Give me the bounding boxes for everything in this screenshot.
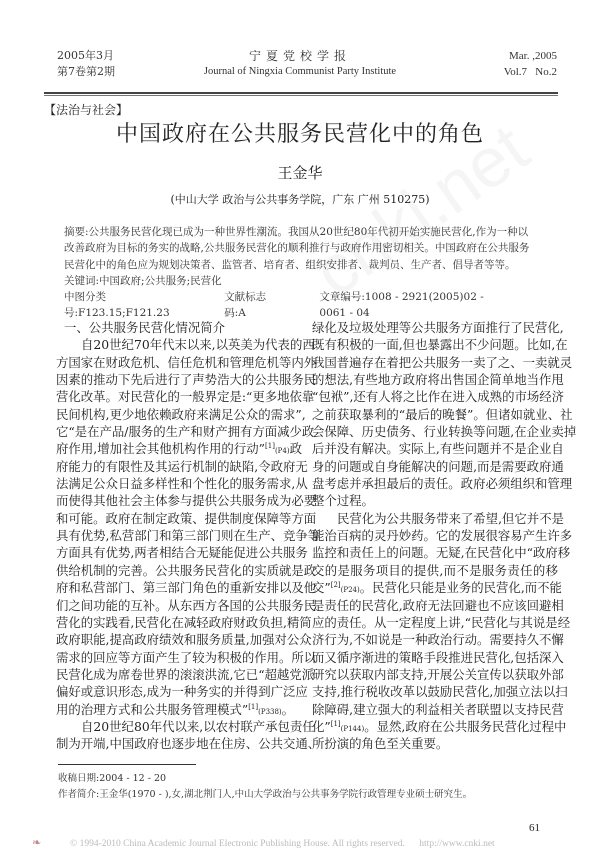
cnki-logo-icon: ❧ (32, 836, 42, 849)
line-text: 营化改革。对民营化的一般界定是:“更多地依靠 (56, 389, 315, 405)
line-text: 的想法,有些地方政府将出售国企简单地当作甩 (312, 372, 564, 388)
line-text: 既有积极的一面,但也暴露出不少问题。比如,在 (312, 337, 568, 353)
line-text: 制为开端,中国政府也逐步地在住房、公共交通、 (56, 736, 321, 752)
section-tag: 【法治与社会】 (44, 103, 129, 117)
body-line (312, 597, 564, 614)
line-text: 营化的实践看,民营化在减轻政府财政负担,精简 (56, 614, 312, 630)
line-text: 应的责任。从一定程度上讲,“民营化与其说是经 (312, 614, 571, 630)
body-line (312, 492, 558, 509)
line-text: 具有优势,私营部门和第三部门则在生产、竞争等 (56, 528, 321, 544)
body-line (56, 527, 321, 544)
author-affiliation: (中山大学 政治与公共事务学院，广东 广州 510275) (170, 193, 430, 206)
document-code: 文献标志码:A (224, 291, 267, 320)
body-line (312, 562, 558, 579)
page-number: 61 (529, 822, 540, 834)
line-text: 研究以获取内部支持,开展公关宣传以获取外部 (312, 666, 564, 682)
body-line (312, 701, 564, 718)
line-text: 们之间功能的互补。从东西方各国的公共服务民 (56, 597, 317, 613)
citation-ref: [1] (265, 442, 275, 451)
citation-page: (P24) (340, 586, 360, 595)
line-text: 政府职能,提高政府绩效和服务质量,加强对公众 (56, 632, 312, 648)
line-text: 监控和责任上的问题。无疑,在民营化中“政府移 (312, 545, 571, 561)
classification-row (64, 289, 534, 322)
copyright-text: © 1994-2010 China Academic Journal Electronic Publishing House. All rights reserved. (70, 839, 405, 849)
line-text: 交” (312, 580, 331, 596)
body-line (56, 423, 315, 440)
body-line (56, 579, 317, 596)
received-date: 收稿日期:2004 - 12 - 20 (58, 773, 167, 784)
body-line (312, 579, 562, 596)
line-text: 除障碍,建立强大的利益相关者联盟以支持民营 (312, 701, 564, 717)
line-text: 济行为,不如说是一种政治行动。需要持久不懈 (312, 632, 564, 648)
line-text: 民营化成为席卷世界的滚滚洪流,它已“超越党派 (56, 666, 315, 682)
body-line (312, 683, 568, 700)
body-line (312, 527, 573, 544)
body-line (312, 319, 564, 336)
line-text: 方面具有优势,两者相结合无疑能促进公共服务 (56, 545, 308, 561)
citation-page: (P4) (274, 447, 290, 456)
article-number: 文章编号:1008 - 2921(2005)02 - 0061 - 04 (319, 291, 484, 320)
line-text: 偏好或意识形态,成为一种务实的并得到广泛应 (56, 684, 308, 700)
abstract-block (64, 224, 534, 322)
line-text: 府和私营部门、第三部门角色的重新安排以及他 (56, 580, 317, 596)
citation-ref: [1] (330, 719, 341, 728)
line-text: 后并没有解决。实际上,有些问题并不是企业自 (312, 441, 564, 457)
line-text: 化” (312, 718, 331, 734)
line-text: 自20世纪80年代以来,以农村联产承包责任 (81, 718, 315, 734)
line-text: 绿化及垃圾处理等公共服务方面推行了民营化, (312, 320, 564, 335)
line-text: 府作用,增加社会其他机构作用的行动” (56, 441, 266, 457)
body-line (56, 336, 315, 353)
body-line (56, 701, 302, 718)
line-text: 它“是在产品/服务的生产和财产拥有方面减少政 (56, 424, 315, 440)
line-text: 。显然,政府在公共服务民营化过程中 (364, 718, 567, 734)
journal-name-cn: 宁夏党校学报 (248, 49, 351, 63)
line-text: 政 (289, 441, 302, 457)
citation-page: (P338) (258, 707, 282, 716)
line-text: 自20世纪70年代末以来,以英美为代表的西 (81, 337, 315, 353)
body-column-left (56, 319, 321, 753)
line-text: 民营化为公共服务带来了希望,但它并不是 (337, 510, 564, 526)
body-line (56, 458, 308, 475)
line-text: 用的治理方式和公共服务管理模式” (56, 701, 249, 717)
body-line (312, 475, 573, 492)
citation-ref: [2] (330, 581, 341, 590)
line-text: 能治百病的灵丹妙药。它的发展很容易产生许多 (312, 528, 573, 544)
issue-date-en: Mar. ,2005 (509, 50, 557, 62)
header-right (504, 48, 557, 80)
body-line (312, 510, 564, 527)
line-text: 盘考虑并承担最后的责任。政府必须组织和管理 (312, 476, 573, 492)
body-line (56, 475, 308, 492)
body-line (312, 423, 577, 440)
author-name: 王金华 (277, 164, 323, 182)
body-line (56, 440, 302, 457)
volume-issue: 第7卷第2期 (57, 65, 115, 78)
body-line (312, 649, 564, 666)
body-line (56, 354, 317, 371)
line-text: 身的问题或自身能解决的问题,而是需要政府通 (312, 458, 564, 474)
body-line (56, 614, 312, 631)
line-text: 支持,推行税收改革以鼓励民营化,加强立法以扫 (312, 684, 568, 700)
line-text: 因素的推动下先后进行了声势浩大的公共服务民 (56, 372, 317, 388)
body-line (312, 406, 573, 423)
line-text: 方国家在财政危机、信任危机和管理危机等内外 (56, 354, 317, 370)
body-line (56, 666, 315, 683)
line-text: “包袱”,还有人将之比作在进入成熟的市场经济 (312, 389, 565, 405)
cnki-link[interactable]: http://www.cnki.net (419, 839, 495, 849)
line-text: 是责任的民营化,政府无法回避也不应该回避相 (312, 597, 564, 613)
article-title: 中国政府在公共服务民营化中的角色 (115, 122, 484, 147)
body-line (56, 631, 312, 648)
abstract-text: 摘要:公共服务民营化现已成为一种世界性潮流。我国从20世纪80年代初开始实施民营化,作为一种以改善政府为目标的务实的战略,公共服务民营化的顺利推行与政府作用密切相关。中国政府在公共服务民营化中的角色应为规划决策者、监管者、培育者、组织安排者、裁判员、生产者、倡导者等等。 (64, 226, 530, 271)
body-line (56, 406, 306, 423)
body-line (312, 666, 564, 683)
body-line (56, 510, 317, 527)
line-text: 。民营化只能是业务的民营化,而不能 (359, 580, 562, 596)
body-line (312, 458, 564, 475)
line-text: 而使得其他社会主体参与提供公共服务成为必要 (56, 493, 317, 509)
body-line (56, 683, 308, 700)
body-line (56, 718, 315, 735)
issue-date: 2005年3月 (57, 49, 114, 62)
header-left (57, 48, 115, 80)
body-line (312, 354, 573, 371)
body-line (56, 597, 317, 614)
footnote-rule (58, 764, 196, 765)
body-line (56, 735, 321, 752)
header-center (180, 48, 420, 80)
line-text: 一、公共服务民营化情况简介 (64, 320, 226, 335)
journal-name-en: Journal of Ningxia Communist Party Institute (203, 66, 397, 77)
body-column-right (312, 319, 577, 753)
body-line (312, 718, 567, 735)
body-line (312, 735, 558, 752)
body-line (312, 336, 568, 353)
author-bio: 作者简介:王金华(1970 - ),女,湖北荆门人,中山大学政治与公共事务学院行政管理专业硕士研究生。 (58, 789, 473, 800)
line-text: 我国普遍存在着把公共服务一卖了之、一卖就灵 (312, 354, 573, 370)
body-line (56, 371, 317, 388)
line-text: 法满足公众日益多样性和个性化的服务需求,从 (56, 476, 308, 492)
body-line (56, 492, 317, 509)
body-line (312, 544, 571, 561)
body-line (312, 388, 565, 405)
line-text: 供给机制的完善。公共服务民营化的实质就是政 (56, 562, 317, 578)
line-text: 所扮演的角色至关重要。 (312, 736, 449, 752)
clc-number: 中图分类号:F123.15;F121.23 (64, 291, 170, 320)
body-line (312, 614, 571, 631)
body-line (312, 440, 564, 457)
line-text: 会保障、历史债务、行业转换等问题,在企业卖掉 (312, 424, 577, 440)
keywords: 关键词:中国政府;公共服务;民营化 (64, 274, 222, 287)
line-text: 民间机构,更少地依赖政府来满足公众的需求”, (56, 406, 306, 422)
body-line (312, 371, 564, 388)
section-heading (56, 319, 302, 336)
body-line (56, 388, 315, 405)
line-text: 整个过程。 (312, 493, 374, 509)
line-text: 府能力的有限性及其运行机制的缺陷,令政府无 (56, 458, 308, 474)
citation-ref: [1] (248, 702, 259, 711)
body-line (56, 562, 317, 579)
line-text: 。 (281, 701, 295, 717)
line-text: 需求的回应等方面产生了较为积极的作用。所以 (56, 649, 317, 665)
body-line (56, 544, 308, 561)
header-rule (44, 92, 558, 96)
body-line (56, 649, 317, 666)
line-text: 交的是服务项目的提供,而不是服务责任的移 (312, 562, 558, 578)
volume-issue-en: Vol.7 No.2 (503, 66, 557, 78)
line-text: 和可能。政府在制定政策、提供制度保障等方面 (56, 510, 317, 526)
line-text: 之前获取暴利的“最后的晚餐”。但诸如就业、社 (312, 406, 573, 422)
body-line (312, 631, 564, 648)
copyright-footer (70, 839, 495, 849)
citation-page: (P144) (340, 724, 365, 733)
line-text: 而又循序渐进的策略手段推进民营化,包括深入 (312, 649, 564, 665)
